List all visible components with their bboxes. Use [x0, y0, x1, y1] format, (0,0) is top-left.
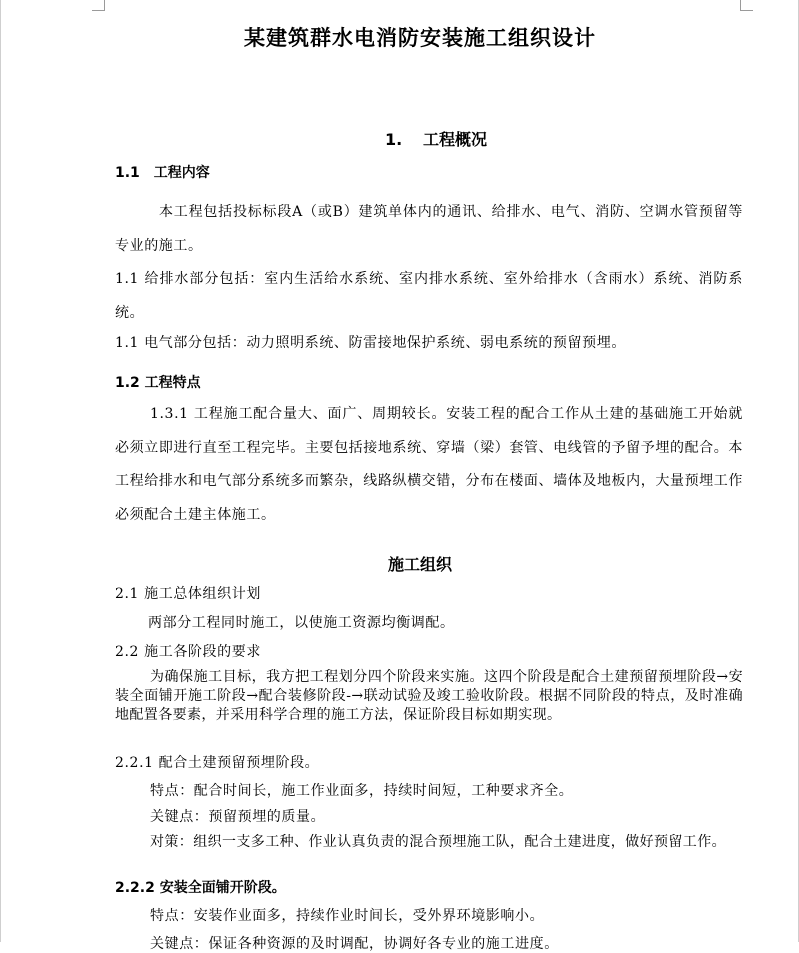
subsection-2-1-heading: 2.1 施工总体组织计划 [115, 586, 261, 602]
paragraph-2-2-1-measure: 对策：组织一支多工种、作业认真负责的混合预埋施工队，配合土建进度，做好预留工作。 [150, 834, 726, 850]
paragraph-1-1-scope: 本工程包括投标标段A（或B）建筑单体内的通讯、给排水、电气、消防、空调水管预留等专业的施工。 [115, 204, 743, 254]
subsection-2-2-1-heading: 2.2.1 配合土建预留预埋阶段。 [115, 755, 320, 771]
paragraph-1-2-features: 1.3.1 工程施工配合量大、面广、周期较长。安装工程的配合工作从土建的基础施工开始就必须立即进行直至工程完毕。主要包括接地系统、穿墙（梁）套管、电线管的予留予埋的配合。本工程给排水和电气部分系统多而繁杂，线路纵横交错，分布在楼面、墙体及地板内，大量预埋工作必须配合土建主体施工。 [115, 406, 743, 523]
paragraph-2-2: 为确保施工目标，我方把工程划分四个阶段来实施。这四个阶段是配合土建预留预埋阶段→安装全面铺开施工阶段→配合装修阶段-→联动试验及竣工验收阶段。根据不同阶段的特点，及时准确地配置各要素，并采用科学合理的施工方法，保证阶段目标如期实现。 [115, 669, 743, 723]
subsection-2-2-heading: 2.2 施工各阶段的要求 [115, 644, 261, 660]
paragraph-2-1: 两部分工程同时施工，以使施工资源均衡调配。 [148, 615, 455, 631]
margin-mark-top-left [92, 0, 105, 11]
paragraph-2-2-2-feature: 特点：安装作业面多，持续作业时间长，受外界环境影响小。 [150, 908, 545, 924]
section-1-number: 1. [385, 130, 403, 149]
section-1-heading [385, 127, 487, 150]
document-title: 某建筑群水电消防安装施工组织设计 [244, 26, 596, 50]
section-1-title: 工程概况 [423, 130, 488, 149]
subsection-2-2-2-heading: 2.2.2 安装全面铺开阶段。 [115, 880, 286, 896]
paragraph-1-1-electrical: 1.1 电气部分包括：动力照明系统、防雷接地保护系统、弱电系统的预留预埋。 [115, 335, 626, 351]
page-edge-left [0, 0, 1, 942]
paragraph-1-1-plumbing: 1.1 给排水部分包括：室内生活给水系统、室内排水系统、室外给排水（含雨水）系统、消防系统。 [115, 271, 743, 321]
margin-mark-top-right [740, 0, 753, 11]
section-2-heading: 施工组织 [388, 555, 453, 574]
paragraph-2-2-1-feature: 特点：配合时间长，施工作业面多，持续时间短，工种要求齐全。 [150, 783, 574, 799]
paragraph-2-2-1-key: 关键点：预留预埋的质量。 [150, 809, 326, 825]
subsection-1-2-heading: 1.2 工程特点 [115, 375, 201, 391]
subsection-1-1-heading: 1.1 工程内容 [115, 165, 210, 181]
paragraph-2-2-2-key: 关键点：保证各种资源的及时调配，协调好各专业的施工进度。 [150, 936, 559, 952]
